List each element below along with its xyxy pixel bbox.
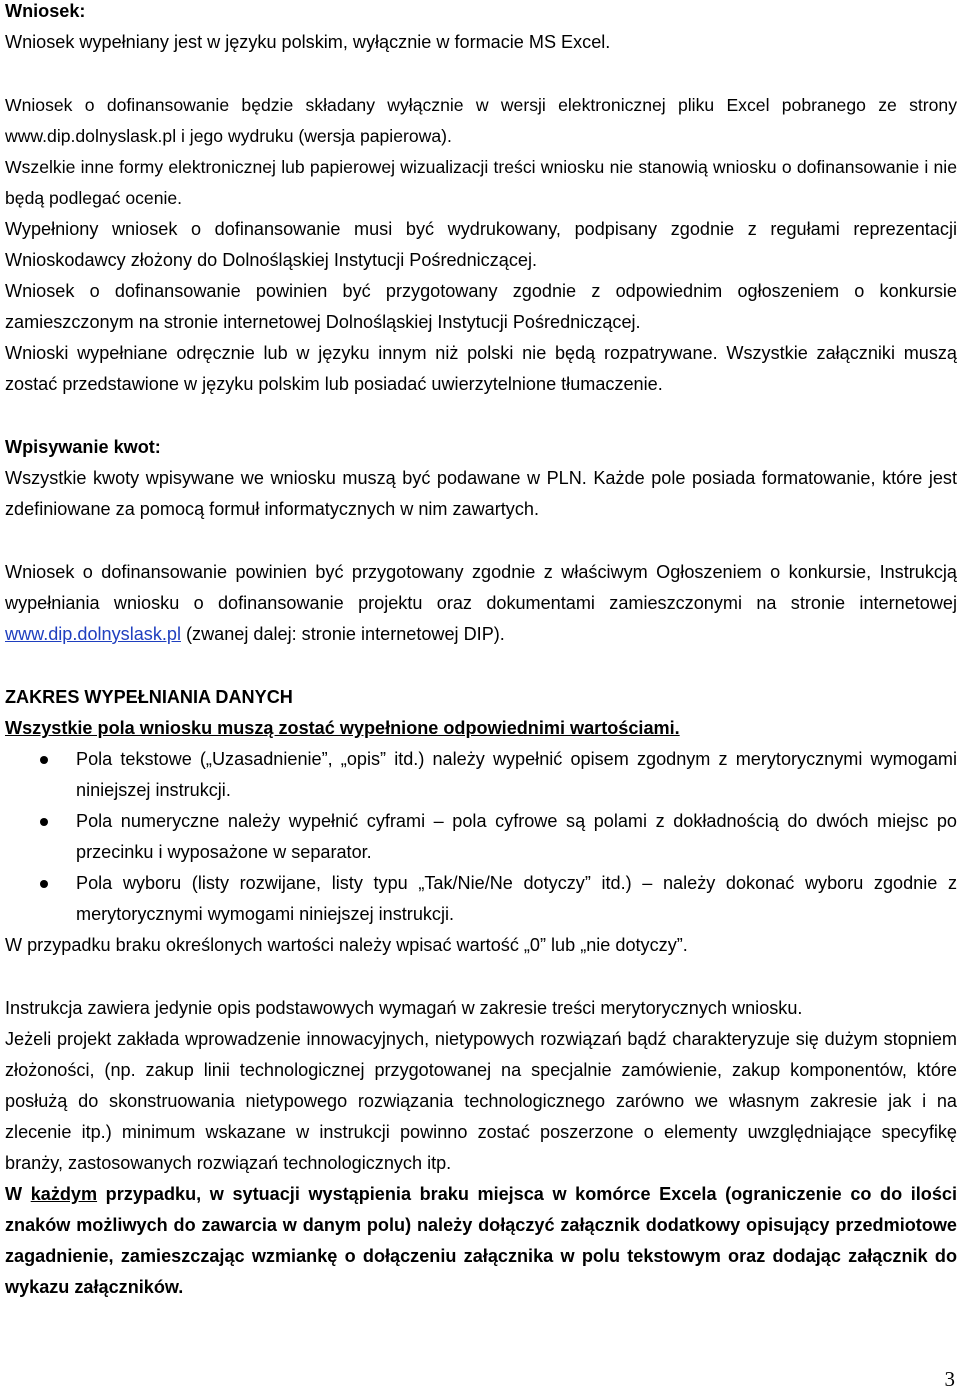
paragraph-attachments — [5, 1179, 957, 1303]
paragraph-missing-values: W przypadku braku określonych wartości należy wpisać wartość „0” lub „nie dotyczy”. — [5, 935, 688, 955]
list-item — [5, 868, 957, 930]
paragraph-instructions — [5, 557, 957, 650]
paragraph-instructions-tail: (zwanej dalej: stronie internetowej DIP). — [181, 624, 505, 644]
bullet-icon — [40, 756, 48, 764]
paragraph-innovative-projects: Jeżeli projekt zakłada wprowadzenie innowacyjnych, nietypowych rozwiązań bądź charakteryzuje się dużym stopniem złożoności, (np. zakup linii technologicznej przygotowanej na specjalnie zamówienie, zakup komponentów, które posłużą do skonstruowania nietypowego rozwiązania technologicznego zarówno we własnym zakresie jak i na zlecenie itp.) minimum wskazane w instrukcji powinno zostać poszerzone o elementy uwzględniające specyfikę branży, zastosowanych rozwiązań technologicznych itp. — [5, 1029, 957, 1173]
field-types-list — [5, 744, 957, 930]
paragraph-handwritten: Wnioski wypełniane odręcznie lub w języku innym niż polski nie będą rozpatrywane. Wszystkie załączniki muszą zostać przedstawione w języku polskim lub posiadać uwierzytelnione tłumaczenie. — [5, 343, 957, 394]
paragraph-attachments-start: W — [5, 1184, 31, 1204]
paragraph-other-forms: Wszelkie inne formy elektronicznej lub papierowej wizualizacji treści wniosku nie stanowią wniosku o dofinansowanie i nie będą podlegać ocenie. — [5, 157, 957, 208]
paragraph-attachments-text: przypadku, w sytuacji wystąpienia braku miejsca w komórce Excela (ograniczenie co do ilości znaków możliwych do zawarcia w danym polu) należy dołączyć załącznik dodatkowy opisujący przedmiotowe zagadnienie, zamieszczając wzmiankę o dołączeniu załącznika w polu tekstowym oraz dodając załącznik do wykazu załączników. — [5, 1184, 958, 1297]
section-heading-kwoty: Wpisywanie kwot: — [5, 437, 161, 457]
paragraph-scope: Instrukcja zawiera jedynie opis podstawowych wymagań w zakresie treści merytorycznych wniosku. — [5, 998, 803, 1018]
list-item-text: Pola wyboru (listy rozwijane, listy typu „Tak/Nie/Ne dotyczy” itd.) – należy dokonać wyboru zgodnie z merytorycznymi wymogami niniejszej instrukcji. — [76, 873, 957, 924]
document-page — [5, 0, 957, 1303]
section-subheading-fields: Wszystkie pola wniosku muszą zostać wypełnione odpowiednimi wartościami. — [5, 718, 680, 738]
list-item — [5, 744, 957, 806]
section-heading-zakres: ZAKRES WYPEŁNIANIA DANYCH — [5, 687, 293, 707]
list-item — [5, 806, 957, 868]
emphasis-every: każdym — [30, 1184, 98, 1204]
bullet-icon — [40, 818, 48, 826]
list-item-text: Pola numeryczne należy wypełnić cyframi – pola cyfrowe są polami z dokładnością do dwóch miejsc po przecinku i wyposażone w separator. — [76, 811, 957, 862]
list-item-text: Pola tekstowe („Uzasadnienie”, „opis” itd.) należy wypełnić opisem zgodnym z merytorycznymi wymogami niniejszej instrukcji. — [76, 749, 957, 800]
paragraph-electronic-version: Wniosek o dofinansowanie będzie składany wyłącznie w wersji elektronicznej pliku Excel pobranego ze strony www.dip.dolnyslask.pl i jego wydruku (wersja papierowa). — [5, 95, 957, 146]
paragraph-language: Wniosek wypełniany jest w języku polskim, wyłącznie w formacie MS Excel. — [5, 32, 611, 52]
page-number: 3 — [944, 1367, 955, 1391]
section-heading-wniosek: Wniosek: — [5, 1, 86, 21]
bullet-icon — [40, 880, 48, 888]
dip-website-link[interactable]: www.dip.dolnyslask.pl — [5, 624, 181, 644]
paragraph-instructions-text: Wniosek o dofinansowanie powinien być przygotowany zgodnie z właściwym Ogłoszeniem o konkursie, Instrukcją wypełniania wniosku o dofinansowanie projektu oraz dokumentami zamieszczonymi na stronie internetowej — [5, 562, 957, 613]
paragraph-announcement: Wniosek o dofinansowanie powinien być przygotowany zgodnie z odpowiednim ogłoszeniem o konkursie zamieszczonym na stronie internetowej Dolnośląskiej Instytucji Pośredniczącej. — [5, 281, 957, 332]
paragraph-printed-signed: Wypełniony wniosek o dofinansowanie musi być wydrukowany, podpisany zgodnie z regułami reprezentacji Wnioskodawcy złożony do Dolnośląskiej Instytucji Pośredniczącej. — [5, 219, 957, 270]
paragraph-amounts: Wszystkie kwoty wpisywane we wniosku muszą być podawane w PLN. Każde pole posiada formatowanie, które jest zdefiniowane za pomocą formuł informatycznych w nim zawartych. — [5, 468, 957, 519]
